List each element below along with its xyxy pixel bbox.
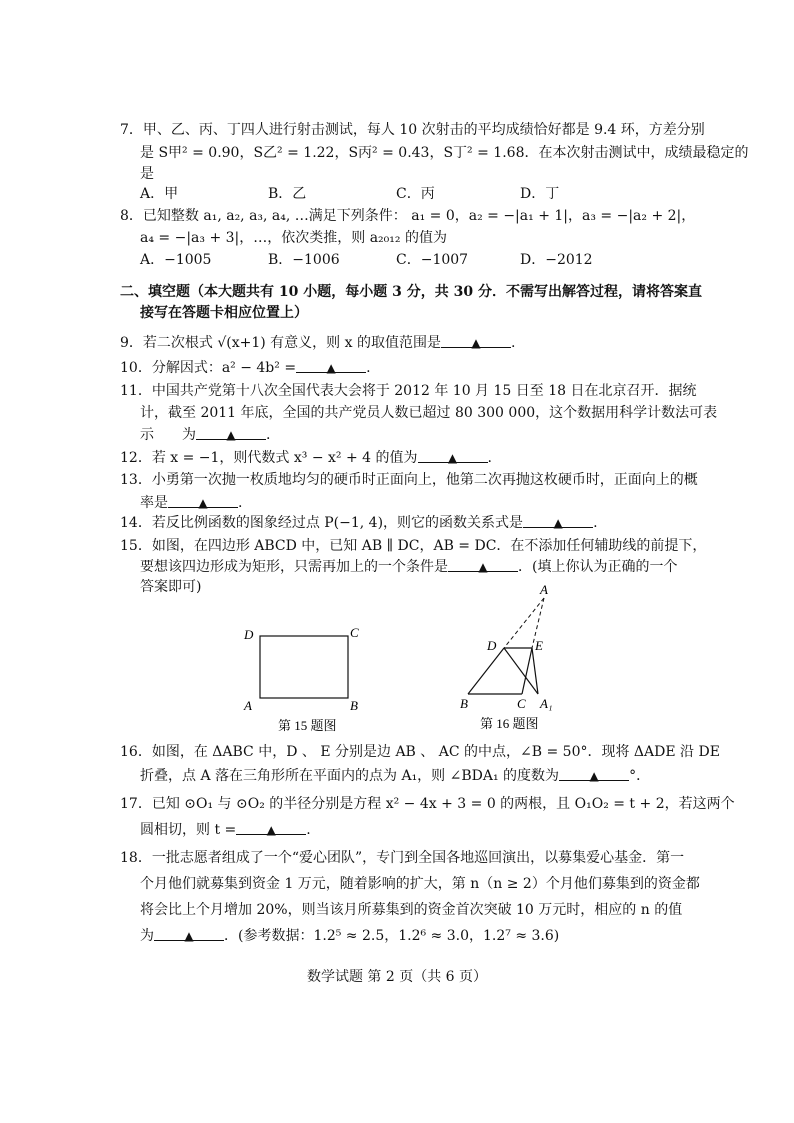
- q7-option-c: C．丙: [396, 186, 435, 202]
- fig15-label-a: A: [244, 698, 252, 713]
- q13-end: .: [238, 495, 243, 511]
- triangle-icon: ▲: [326, 361, 336, 375]
- q11-line1: 11．中国共产党第十八次全国代表大会将于 2012 年 10 月 15 日至 18 日在北京召开．据统: [120, 383, 697, 399]
- q9-end: .: [510, 335, 516, 351]
- q16-answer-blank[interactable]: [559, 766, 629, 781]
- q10-end: .: [366, 360, 371, 376]
- q17-end: .: [306, 822, 311, 838]
- fig16-line-bd: [468, 648, 504, 694]
- q17-line1: 17．已知 ⊙O₁ 与 ⊙O₂ 的半径分别是方程 x² − 4x + 3 = 0 的两根，且 O₁O₂ = t + 2，若这两个: [120, 796, 735, 812]
- fig16-label-a: A: [540, 582, 548, 597]
- q8-line2: a₄ = −|a₃ + 3|，…，依次类推，则 a₂₀₁₂ 的值为: [140, 230, 447, 246]
- q17-text: 圆相切，则 t =: [140, 822, 237, 838]
- triangle-icon: ▲: [447, 451, 458, 465]
- q10-text: 10．分解因式：a² − 4b² =: [120, 360, 297, 376]
- fig15-label-c: C: [350, 625, 359, 640]
- triangle-icon: ▲: [589, 769, 599, 783]
- q11-end: .: [266, 427, 271, 443]
- q9-answer-blank[interactable]: [441, 333, 511, 348]
- fig16-label-b: B: [460, 696, 468, 711]
- fig16-label-d: D: [487, 638, 497, 653]
- fig16-label-e: E: [535, 638, 543, 653]
- rectangle-abcd: [260, 636, 348, 698]
- q7-line3: 是: [140, 166, 154, 182]
- q11-line2: 计，截至 2011 年底，全国的共产党员人数已超过 80 300 000，这个数据用科学计数法可表: [140, 405, 718, 421]
- q17-line2: [140, 820, 311, 840]
- triangle-icon: ▲: [184, 929, 194, 943]
- q13-line1: 13．小勇第一次抛一枚质地均匀的硬币时正面向上，他第二次再抛这枚硬币时，正面向上的概: [120, 472, 698, 488]
- q12-answer-blank[interactable]: [418, 448, 488, 463]
- q18-end: ．(参考数据：1.2⁵ ≈ 2.5，1.2⁶ ≈ 3.0，1.2⁷ ≈ 3.6): [224, 928, 560, 944]
- q18-answer-blank[interactable]: [154, 926, 224, 941]
- q18-line3: 将会比上个月增加 20%，则当该月所募集到的资金首次突破 10 万元时，相应的 n 的值: [140, 902, 683, 918]
- q16-text: 折叠，点 A 落在三角形所在平面内的点为 A₁，则 ∠BDA₁ 的度数为: [140, 768, 560, 784]
- q16-end: °．: [629, 768, 651, 784]
- q11-answer-blank[interactable]: [196, 425, 266, 440]
- q7-option-d: D．丁: [520, 186, 560, 202]
- q17-answer-blank[interactable]: [236, 820, 306, 835]
- q15-text-end: ．(填上你认为正确的一个: [518, 559, 678, 575]
- q11-line3: [140, 425, 270, 445]
- q15-line2: [140, 557, 677, 577]
- fig16-line-ec: [522, 648, 532, 694]
- triangle-icon: ▲: [553, 516, 563, 530]
- q9-text: 9．若二次根式 √(x+1) 有意义，则 x 的取值范围是: [120, 335, 441, 351]
- q8-option-c: C．−1007: [396, 252, 469, 268]
- section2-line2: 接写在答题卡相应位置上）: [140, 305, 308, 321]
- q14-line: [120, 513, 598, 533]
- q8-line1: 8．已知整数 a₁, a₂, a₃, a₄, …满足下列条件： a₁ = 0，a₂ = −|a₁ + 1|，a₃ = −|a₂ + 2|，: [120, 208, 696, 224]
- fig15-label-b: B: [350, 698, 358, 713]
- q13-text: 率是: [140, 495, 168, 511]
- q16-line1: 16．如图，在 ΔABC 中，D 、 E 分别是边 AB 、 AC 的中点，∠B = 50°．现将 ΔADE 沿 DE: [120, 744, 720, 760]
- q8-option-a: A．−1005: [140, 252, 212, 268]
- q14-end: .: [593, 515, 598, 531]
- triangle-icon: ▲: [226, 428, 236, 442]
- q18-line2: 个月他们就募集到资金 1 万元，随着影响的扩大，第 n（n ≥ 2）个月他们募集到的资金都: [140, 876, 700, 892]
- q18-text: 为: [140, 928, 154, 944]
- q9-line: [120, 333, 515, 353]
- q10-line: [120, 358, 371, 378]
- q7-line2: 是 S甲² = 0.90，S乙² = 1.22，S丙² = 0.43，S丁² = 1.68．在本次射击测试中，成绩最稳定的: [140, 145, 749, 161]
- q18-line4: [140, 926, 559, 946]
- q7-line1: 7．甲、乙、丙、丁四人进行射击测试，每人 10 次射击的平均成绩恰好都是 9.4 环，方差分别: [120, 122, 705, 138]
- triangle-icon: ▲: [478, 560, 488, 574]
- q7-option-b: B．乙: [268, 186, 307, 202]
- section2-line1: 二、填空题（本大题共有 10 小题，每小题 3 分，共 30 分．不需写出解答过程，请将答案直: [120, 284, 702, 300]
- q11-text: 示 为: [140, 427, 196, 443]
- q18-line1: 18．一批志愿者组成了一个“爱心团队”，专门到全国各地巡回演出，以募集爱心基金．第一: [120, 850, 685, 866]
- triangle-icon: ▲: [198, 496, 208, 510]
- q8-option-d: D．−2012: [520, 252, 593, 268]
- q12-text: 12．若 x = −1，则代数式 x³ − x² + 4 的值为: [120, 450, 418, 466]
- q14-text: 14．若反比例函数的图象经过点 P(−1, 4)，则它的函数关系式是: [120, 515, 524, 531]
- q10-answer-blank[interactable]: [296, 358, 366, 373]
- fig15-caption: 第 15 题图: [278, 718, 337, 733]
- fig16-label-a1: A₁: [540, 696, 553, 711]
- q12-end: .: [487, 450, 492, 466]
- q13-line2: [140, 493, 242, 513]
- q15-answer-blank[interactable]: [448, 557, 518, 572]
- q7-option-a: A．甲: [140, 186, 179, 202]
- q16-line2: [140, 766, 650, 786]
- q15-line1: 15．如图，在四边形 ABCD 中，已知 AB ∥ DC，AB = DC．在不添加任何辅助线的前提下，: [120, 538, 707, 554]
- figure-16: [452, 582, 582, 734]
- q13-answer-blank[interactable]: [168, 493, 238, 508]
- q15-line3: 答案即可): [140, 579, 202, 595]
- q8-option-b: B．−1006: [268, 252, 340, 268]
- fig16-label-c: C: [517, 696, 526, 711]
- q12-line: [120, 448, 492, 468]
- fig15-label-d: D: [244, 627, 254, 642]
- q15-text: 要想该四边形成为矩形，只需再加上的一个条件是: [140, 559, 448, 575]
- q14-answer-blank[interactable]: [523, 513, 593, 528]
- triangle-icon: ▲: [471, 336, 481, 350]
- fig16-caption: 第 16 题图: [480, 716, 539, 731]
- figure-15: [236, 618, 376, 736]
- page-footer: 数学试题 第 2 页（共 6 页）: [306, 969, 488, 985]
- triangle-icon: ▲: [266, 823, 276, 837]
